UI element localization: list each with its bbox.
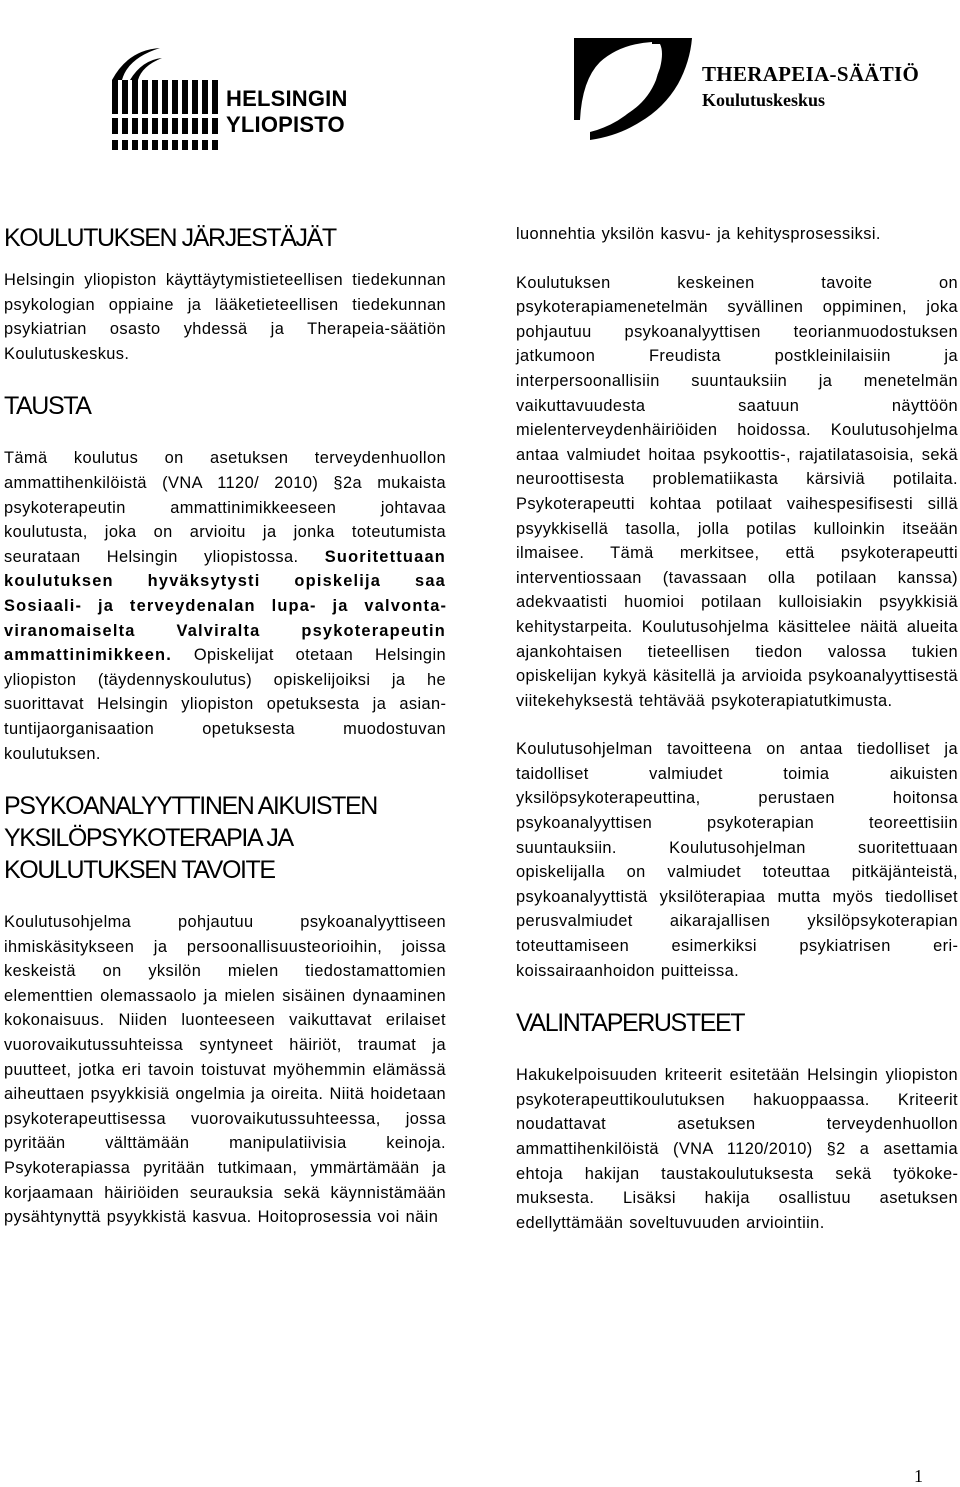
heading-tavoite-line-3: KOULUTUKSEN TAVOITE	[4, 856, 275, 885]
page-number: 1	[914, 1466, 923, 1486]
university-name: HELSINGIN YLIOPISTO	[226, 86, 348, 137]
foundation-name: THERAPEIA-SÄÄTIÖ	[702, 62, 920, 86]
heading-koulutuksen-jarjestajat: KOULUTUKSEN JÄRJESTÄJÄT	[4, 224, 336, 252]
helsingin-yliopisto-logo	[108, 22, 448, 152]
left-column	[4, 222, 446, 1230]
foundation-subtitle: Koulutuskeskus	[702, 90, 826, 110]
heading-valintaperusteet: VALINTAPERUSTEET	[516, 1009, 745, 1038]
paragraph-jarjestajat: Helsingin yliopiston käyttäytymistieteellisen tiedekunnan psykologian oppiaine ja lääketieteellisen tiedekunnan psykiatrian osasto yhdessä ja Therapeia-säätiön Koulutuskeskus.	[4, 271, 446, 363]
tausta-text-bold: Suoritettuaan koulutuksen hyväksytysti opiskelija saa Sosiaali- ja terveydenalan lupa- ja valvontaviranomaiselta Valviralta psykoterapeutin ammattinimikkeen.	[4, 547, 446, 665]
paragraph-continuation: luonnehtia yksilön kasvu- ja kehitysprosessiksi.	[516, 225, 881, 243]
therapeia-emblem-icon	[560, 22, 700, 152]
paragraph-koulutusohjelman-tavoite: Koulutusohjelman tavoitteena on antaa tiedolliset ja taidolliset valmiudet toimia aikuisten yksilöpsykoterapeuttina, perustaen hoitonsa psykoanalyyttisen psykoterapian teoreettisiin suuntauksiin. Koulutusohjelman suoritettuaan opiskelijalla on valmiudet toteuttaa pitkäjänteistä, psykoanalyyttistä yksilöterapiaa mutta myös tiedolliset perusvalmiudet aikarajallisen yksilöpsykoterapian toteuttamiseen esimerkiksi psykiatrisen erikoissairaanhoidon puitteissa.	[516, 740, 958, 980]
paragraph-tausta	[4, 446, 446, 766]
tausta-text-start: Tämä koulutus on asetuksen terveydenhuollon ammattihenkilöistä (VNA 1120/ 2010) §2a mukaista psykoterapeutin ammattinimikkeeseen johtavaa koulutusta, joka on arvioitu ja jonka toteutumista seurataan Helsingin yliopistossa.	[4, 449, 446, 566]
university-seal-icon	[108, 22, 228, 152]
therapeia-saatio-logo	[560, 22, 920, 152]
heading-tavoite-line-2: YKSILÖPSYKOTERAPIA JA	[4, 824, 293, 853]
heading-tavoite-line-1: PSYKOANALYYTTINEN AIKUISTEN	[4, 792, 377, 821]
heading-tausta: TAUSTA	[4, 392, 91, 421]
right-column	[516, 222, 958, 1235]
paragraph-keskeinen-tavoite: Koulutuksen keskeinen tavoite on psykoterapiamenetelmän syvällinen oppiminen, joka pohjautuu psykoanalyyttisen teorianmuodostuksen jatkumoon Freudista postkleinilaisiin ja interpersoonallisiin suuntauksiin ja menetelmän vaikuttavuudesta saatuun näyttöön mielenterveydenhäiriöiden hoidossa. Koulutusohjelma antaa valmiudet hoitaa psykoottis-, rajatilatasoisia, sekä neuroottisesta problematiikasta kärsiviä potilaita. Psykoterapeutti kohtaa potilaat vaihespesifisesti sillä psyykkisellä tasolla, jolla potilas kulloinkin itseään ilmaisee. Tämä merkitsee, että psykoterapeutti interventiossaan (tavassaan olla potilaan kanssa) adekvaatisti huomioi potilaan kulloisiakin psyykkisiä kehitystarpeita. Koulutusohjelma käsittelee näitä alueita ajankohtaisen tieteellisen tiedon valossa tukien opiskelijan kykyä käsitellä ja arvioida psykoanalyyttisestä viitekehyksestä tehtävää psykoterapiatutkimusta.	[516, 273, 958, 710]
paragraph-valintaperusteet: Hakukelpoisuuden kriteerit esitetään Helsingin yliopiston psykoterapeuttikoulutuksen hakuoppaassa. Kriteerit noudattavat asetuksen terveydenhuollon ammattihenkilöistä (VNA 1120/2010) §2 a asettamia ehtoja hakijan taustakoulutuksesta sekä työkokemuksesta. Lisäksi hakija osallistuu asetuksen edellyttämään soveltuvuuden arviointiin.	[516, 1066, 958, 1232]
paragraph-tavoite: Koulutusohjelma pohjautuu psykoanalyyttiseen ihmiskäsitykseen ja persoonallisuusteorioihin, joissa keskeistä on yksilön mielen tiedostamattomien elementtien olemassaolo ja mielen sisäinen dynaaminen kokonaisuus. Niiden luonteeseen vaikuttavat erilaiset vuorovaikutussuhteissa syntyneet häiriöt, traumat ja puutteet, jotka eri tavoin toistuvat myöhemmin elämässä aiheuttaen psyykkisiä ongelmia ja oireita. Niitä hoidetaan psykoterapeuttisessa vuorovaikutussuhteessa, jossa pyritään välttämään manipulatiivisia keinoja. Psykoterapiassa pyritään tutkimaan, ymmärtämään ja korjaamaan häiriöiden seurauksia sekä käynnistämään pysähtynyttä psyykkistä kasvua. Hoitoprosessia voi näin	[4, 913, 446, 1227]
tausta-text-end: Opiskelijat otetaan Helsingin yliopiston (täydennyskoulutus) opiskelijoiksi ja he suorittavat Helsingin yliopiston opetuksesta ja asiantuntijaorganisaation opetuksesta muodostuvan koulutuksen.	[4, 646, 446, 763]
